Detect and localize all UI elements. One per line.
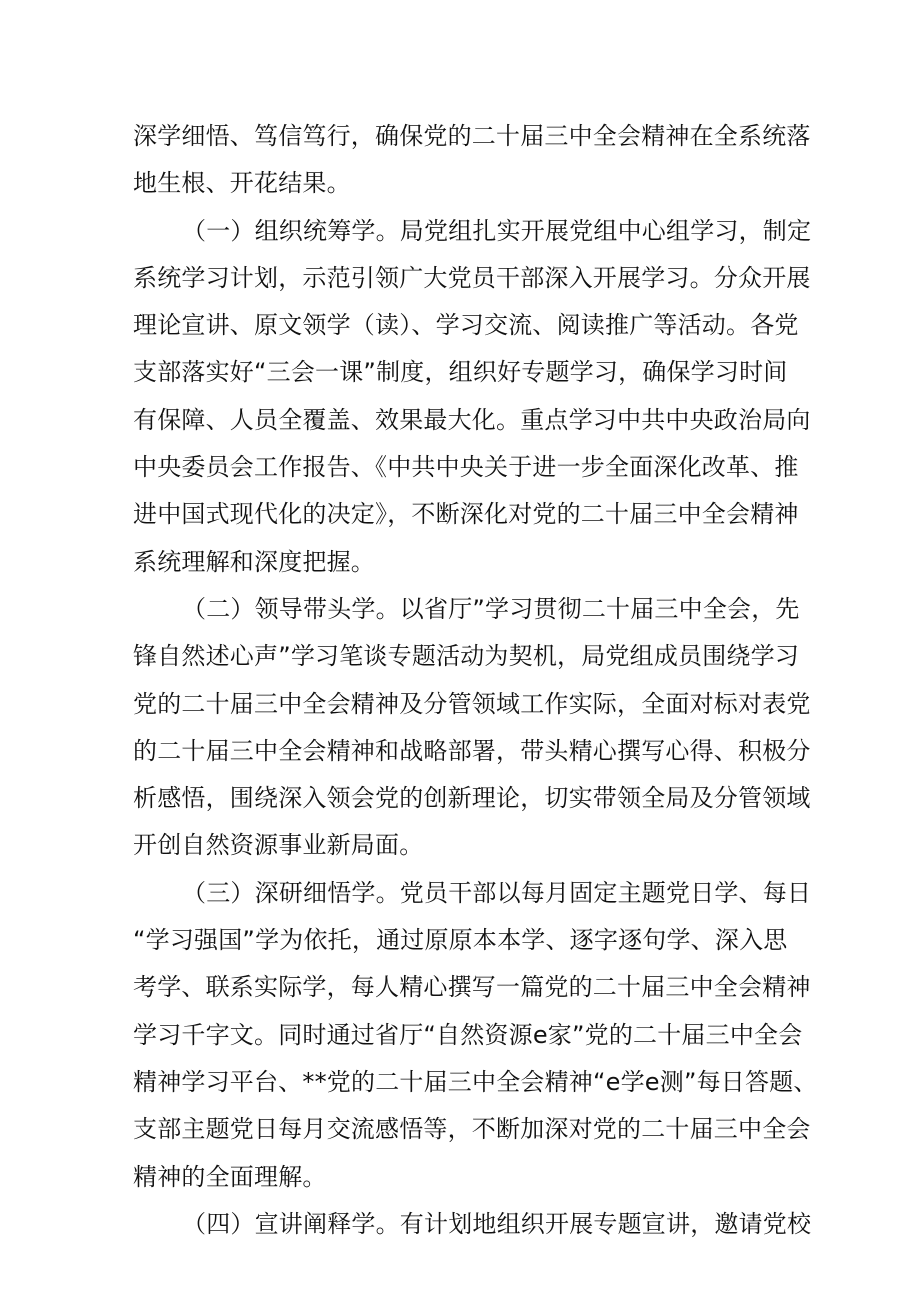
text-line: 中央委员会工作报告、《中共中央关于进一步全面深化改革、推 <box>133 453 799 482</box>
text-line: 开创自然资源事业新局面。 <box>133 831 424 860</box>
text-line: 精神的全面理解。 <box>133 1162 327 1191</box>
section-heading-line: （三）深研细悟学。党员干部以每月固定主题党日学、每日 <box>182 878 812 907</box>
document-body <box>133 113 818 1248</box>
text-line: 地生根、开花结果。 <box>133 169 351 198</box>
section-heading-line: （四）宣讲阐释学。有计划地组织开展专题宣讲，邀请党校 <box>182 1209 812 1238</box>
text-line: 理论宣讲、原文领学（读）、学习交流、阅读推广等活动。各党 <box>133 311 799 340</box>
text-line: 支部主题党日每月交流感悟等，不断加深对党的二十届三中全会 <box>133 1115 811 1144</box>
text-line: 支部落实好“三会一课”制度，组织好专题学习，确保学习时间 <box>133 358 788 387</box>
paragraph-section-1 <box>133 208 812 586</box>
paragraph-section-2 <box>133 586 811 870</box>
text-line: 深学细悟、笃信笃行，确保党的二十届三中全会精神在全系统落 <box>133 122 811 150</box>
text-line: 析感悟，围绕深入领会党的创新理论，切实带领全局及分管领域 <box>133 784 811 813</box>
text-line: 的二十届三中全会精神和战略部署，带头精心撰写心得、积极分 <box>133 736 811 765</box>
text-line: “学习强国”学为依托，通过原原本本学、逐字逐句学、深入思 <box>133 926 788 955</box>
text-line: 精神学习平台、**党的二十届三中全会精神“e学e测”每日答题、 <box>133 1067 818 1096</box>
paragraph-intro <box>133 113 811 208</box>
text-line: 系统学习计划，示范引领广大党员干部深入开展学习。分众开展 <box>133 263 811 292</box>
text-line: 进中国式现代化的决定》，不断深化对党的二十届三中全会精神 <box>133 500 799 529</box>
text-line: 党的二十届三中全会精神及分管领域工作实际，全面对标对表党 <box>133 689 811 718</box>
paragraph-section-4 <box>133 1201 812 1248</box>
section-heading-line: （一）组织统筹学。局党组扎实开展党组中心组学习，制定 <box>182 216 812 245</box>
text-line: 考学、联系实际学，每人精心撰写一篇党的二十届三中全会精神 <box>133 973 811 1002</box>
text-line: 锋自然述心声”学习笔谈专题活动为契机，局党组成员围绕学习 <box>133 642 800 671</box>
paragraph-section-3 <box>133 870 818 1201</box>
text-line: 有保障、人员全覆盖、效果最大化。重点学习中共中央政治局向 <box>133 405 811 434</box>
section-heading-line: （二）领导带头学。以省厅”学习贯彻二十届三中全会，先 <box>182 594 800 623</box>
text-line: 系统理解和深度把握。 <box>133 547 375 576</box>
text-line: 学习千字文。同时通过省厅“自然资源e家”党的二十届三中全会 <box>133 1020 803 1049</box>
